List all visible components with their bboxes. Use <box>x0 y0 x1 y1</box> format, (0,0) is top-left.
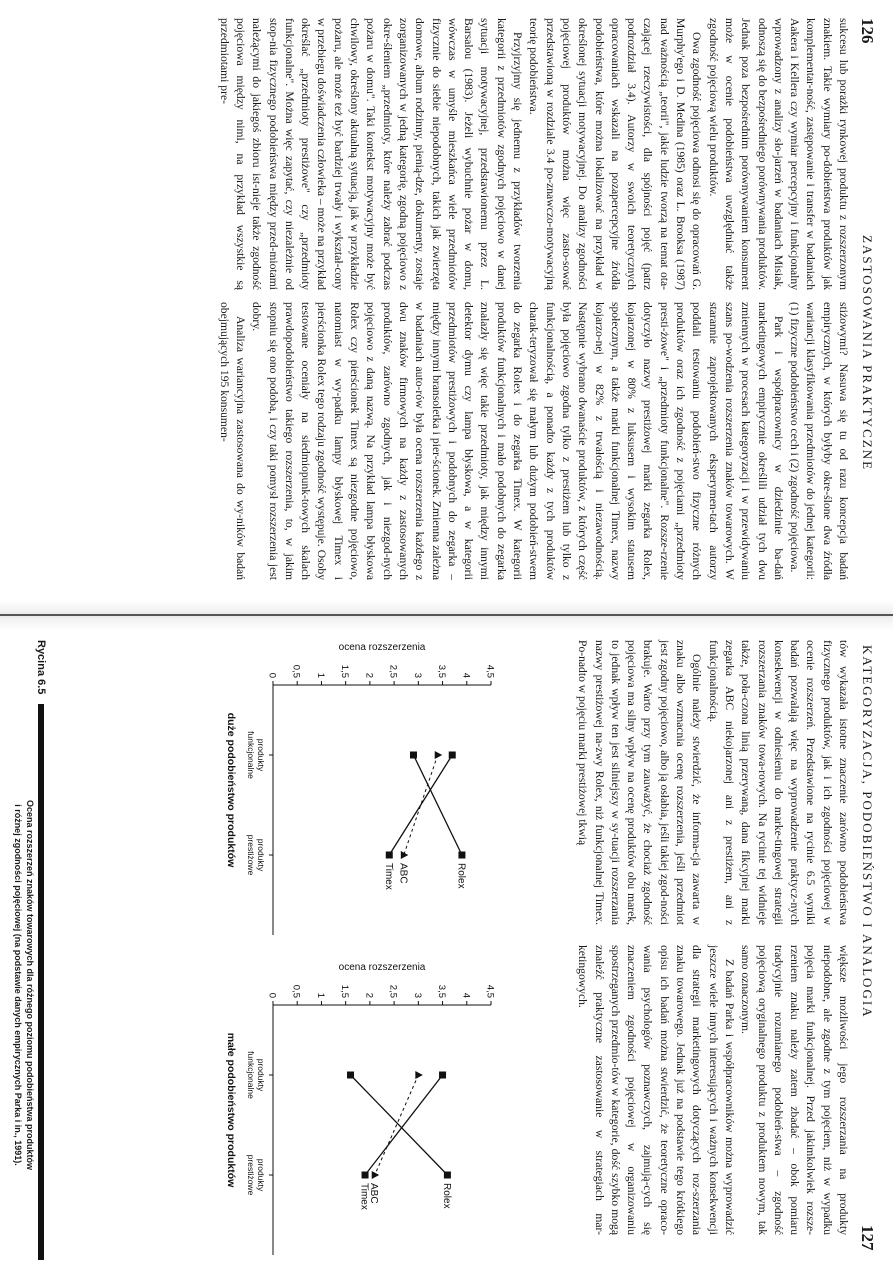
figure-caption <box>12 760 35 1210</box>
data-point-rolex <box>444 1172 451 1179</box>
data-point-abc <box>415 1071 423 1079</box>
data-point-abc <box>435 751 443 759</box>
figure-caption-line-1: Ocena rozszerzeń znaków towarowych dla różnego poziomu podobieństwa produktów <box>25 799 35 1171</box>
running-head-left: ZASTOSOWANIA PRAKTYCZNE <box>860 235 875 472</box>
y-tick-label: 2 <box>363 992 375 998</box>
y-tick-label: 2 <box>363 672 375 678</box>
x-tick-label: prestiżowe <box>246 834 256 876</box>
series-label-timex: Timex <box>358 1183 370 1210</box>
y-axis-label: ocena rozszerzenia <box>338 642 426 653</box>
x-tick-label: funkcjonalne <box>246 1051 256 1099</box>
paragraph: Analiza wariancyjna zastosowana do wy-ników badań obejmujących 195 konsumen- <box>217 302 248 580</box>
gutter-line <box>0 614 893 616</box>
running-head-right: KATEGORYZACJA, PODOBIEŃSTWO I ANALOGIA <box>860 645 875 1019</box>
data-point-rolex <box>347 1072 354 1079</box>
figure-6-5 <box>203 640 503 1260</box>
figure-caption-line-2: i różnej zgodności pojęciowej (na podstawie danych empirycznych Parka i in., 1991). <box>13 804 24 1166</box>
series-label-abc: ABC <box>368 1183 380 1204</box>
right-page-column-2 <box>574 945 851 1235</box>
paragraph: Przyjrzyjmy się jednemu z przykładów tworzenia kategorii z przedmiotów zgodnych pojęciowo w danej sytuacji motywacyjnej, przedstawionemu przez L. Barsalou (1983). Jeżeli wybuchnie pożar w domu, wówczas w umyśle mieszkańca wiele przedmiotów fizycznie do siebie niepodobnych, takich jak zwierzęta domowe, album rodzinny, pienią-dze, dokumenty, zostaje zorganizowanych w jedną kategorię, zgodną pojęciowo z okre-śleniem „przedmioty, które należy zabrać podczas pożaru w domu". Taki kontekst motywacyjny może być chwilowy, określony aktualną sytuacją, jak w przykładzie pożaru, ale może też być bardziej trwały i wykształ-cony w przebiegu doświadczenia człowieka – może na przykład określać „przedmioty prestiżowe" czy „przedmioty funkcjonalne". Można więc zapytać, czy niezależnie od stop-nia fizycznego podobieństwa między przed-miotami należącymi do jakiegoś zbioru ist-nieje także zgodność pojęciowa między nimi, na przykład wszystkie są przedmiotami pre- <box>217 18 525 291</box>
paragraph: sukcesu lub porażki rynkowej produktu z rozszerzonym znakiem. Takie wymiary po-dobieństwa produktów jak komplementar-ność, zastępowanie i transfer w badaniach Aakera i Kellera czy wymiar percepcyjny i funkcjonalny wprowadzony z analizy sło-jarzeń w badaniach Misiak, odnoszą się do bezpośredniego porównywania produktów. Jednak poza bezpośrednim porównywaniem konsument może w ocenie podobieństwa uwzględniać także zgodność pojęciową wielu produktów. <box>706 18 850 290</box>
y-tick-label: 0 <box>266 992 278 998</box>
y-tick-label: 1 <box>314 992 326 998</box>
page-number-left: 126 <box>858 18 877 44</box>
series-line-abc <box>375 1075 419 1175</box>
y-tick-label: 3 <box>411 672 423 678</box>
figure-label: Rycina 6.5 <box>35 640 47 695</box>
y-tick-label: 4,5 <box>484 664 496 678</box>
y-tick-label: 2,5 <box>387 984 399 998</box>
chart-subtitle: duże podobieństwo produktów <box>225 712 237 868</box>
figure-caption-bar <box>38 704 44 1260</box>
series-label-rolex: Rolex <box>440 1183 452 1209</box>
y-tick-label: 0 <box>266 672 278 678</box>
y-tick-label: 1,5 <box>339 984 351 998</box>
data-point-timex <box>362 1172 369 1179</box>
y-tick-label: 4 <box>460 672 472 678</box>
y-axis-label: ocena rozszerzenia <box>338 962 426 973</box>
paragraph: większe możliwości jego rozszerzania na produkty niepodobne, ale zgodne z tym pojęciem, niż w wypadku pojęcia marki funkcjonalnej. Przed jakimkolwiek rozsze-rzeniem znaku należy zatem zbadać – obok pomiaru tradycyjnie rozumianego podobień-stwa – zgodność pojęciową oryginalnego produktu z produktem nowym, tak samo oznaczonym. <box>739 945 850 1235</box>
data-point-rolex <box>458 852 465 859</box>
x-tick-label: produkty <box>256 1058 266 1092</box>
chart-subtitle: małe podobieństwo produktów <box>225 1032 237 1188</box>
x-tick-label: produkty <box>256 738 266 772</box>
data-point-timex <box>439 1072 446 1079</box>
y-tick-label: 2,5 <box>387 664 399 678</box>
data-point-rolex <box>410 752 417 759</box>
y-tick-label: 3,5 <box>436 664 448 678</box>
paragraph: Ogólnie należy stwierdzić, że informa-cja zawarta w znaku albo wzmacnia ocenę rozszerzenia, jeśli przedmiot jest zgodny pojęciowo, albo ją osłabia, jeśli takiej zgod-ności brakuje. Warto przy tym zauważyć, że chociaż zgodność pojęciowa ma silny wpływ na ocenę produktów obu marek, to jednak wpływ ten jest silniejszy w sy-tuacji rozszerzania nazwy prestiżowej na-zwy Rolex, niż funkcjonalnej Timex. Po-nadto w pojęciu marki prestiżowej tkwią <box>576 640 704 925</box>
paragraph: Park i współpracownicy w dziedzinie ba-dań marketingowych empirycznie określili udział tych dwu zmiennych w procesach kategoryzacji i w przewidywaniu szans po-wodzenia rozszerzenia znaków towarowych. W starannie zaprojektowanych eksperymen-tach autorzy poddali testowaniu podobień-stwo fizyczne różnych produktów oraz ich zgodność z pojęciami „przedmioty presti-żowe" i „przedmioty funkcjonalne". Rozsze-rzenie dotyczyło nazwy prestiżowej marki zegarka Rolex, kojarzonej w 80% z luksusem i wysokim statusem społecznym, a także marki funkcjonalnej Timex, nazwy kojarzo-nej w 82% z trwałością i niezawodnością. Następnie wybrano dwanaście produktów, z których część była pojęciowo zgodna tylko z prestiżem lub tylko z funkcjonalnością, a ponadto każdy z tych produktów charak-teryzował się małym lub dużym podobień-stwem do zegarka Rolex i do zegarka Timex. W kategorii produktów funkcjonalnych i mało podobnych do zegarka znalazły się więc takie przedmioty, jak między innymi detektor dymu czy lampa błyskowa, a w kategorii przedmiotów prestiżowych i podobnych do zegarka – między innymi bransoletka i pier-ścionek. Zmienna zależna w badaniach auto-rów była ocena rozszerzenia każdego z dwu znaków firmowych na każdy z zastosowanych produktów, zarówno zgodnych, jak i niezgod-nych pojęciowo z daną nazwą. Na przykład lampa błyskowa Rolex czy pierścionek Timex są niezgodne pojęciowo, natomiast w wy-padku lampy błyskowej Timex i pierścionka Rolex tego rodzaju zgodność występuje. Osoby testowane oceniały na siedmiopunk-towych skalach prawdopodobieństwo takiego rozszerzenia, to, w jakim stopniu się ono podoba, i czy taki pomysł rozszerzenia jest dobry. <box>250 302 785 580</box>
series-label-rolex: Rolex <box>455 863 467 889</box>
paragraph: Owa zgodność pojęciowa odnosi się do opracowań G. Murphy'ego i D. Medina (1985) oraz L. Brooksa (1987) nad ważnością „teorii", jakie ludzie tworzą na temat ota-czającej rzeczywistości, dla spójności pojęć (patrz podrozdział 3.4). Autorzy w swoich teoretycznych opracowaniach wskazali na pozapercepcyjne źródła podobieństwa, które można lokalizować na przykład w określonej sytuacji motywacyjnej. Do analizy zgodności pojęciowej produktów można więc zasto-sować przedstawioną w rozdziale 3.4 po-znawczo-motywacyjną teorię podobieństwa. <box>527 18 704 290</box>
page-number-right: 127 <box>858 1225 877 1251</box>
right-page-column-1 <box>574 640 851 925</box>
left-page-column-1 <box>215 18 851 290</box>
series-label-abc: ABC <box>397 863 409 884</box>
paragraph: Z badań Parka i współpracowników można wyprowadzić jeszcze wiele innych interesujących i ważnych konsekwencji dla strategii marketingowych dotyczących roz-szerzania znaku towarowego. Jednak już na podstawie tego krótkiego opisu ich badań można stwierdzić, że teoretyczne opraco-wania psychologów poznawczych, zajmują-cych się znaczeniem zgodności pojęciowej w organizowaniu spostrzeganych przedmio-tów w kategorie, dość szybko mogą znaleźć praktyczne zastosowanie w strategiach mar-ketingowych. <box>576 945 736 1235</box>
y-tick-label: 1 <box>314 672 326 678</box>
x-tick-label: prestiżowe <box>246 1154 256 1196</box>
data-point-timex <box>449 752 456 759</box>
y-tick-label: 1,5 <box>339 664 351 678</box>
series-label-timex: Timex <box>382 863 394 890</box>
paragraph: stiżowymi? Nasuwa się tu od razu koncepcja badań empirycznych, w których byłyby okre-ślone dwa źródła wariancji klasyfikowania przedmiotów do jednej kategorii: (1) fizyczne podobieństwo cech i (2) zgodność pojęciowa. <box>788 302 850 580</box>
x-tick-label: produkty <box>256 838 266 872</box>
series-line-rolex <box>351 1075 448 1175</box>
series-line-timex <box>365 1075 443 1175</box>
paragraph: tów wykazała istotne znaczenie zarówno podobieństwa fizycznego produktów, jak i ich zgodności pojęciowej w ocenie rozszerzeń. Przedstawione na rycinie 6.5 wyniki badań pozwalają więc na wyprowadzenie praktycz-nych konsekwencji w odniesieniu do marke-tingowej strategii rozszerzania znaków towa-rowych. Na rycinie tej widnieje także, poła-czona linią przerywaną, dana fikcyjnej marki zegarka ABC niekojarzonej ani z prestiżem, ani z funkcjonalnością. <box>706 640 850 925</box>
left-page-column-2 <box>215 302 851 580</box>
y-tick-label: 3,5 <box>436 984 448 998</box>
y-tick-label: 4 <box>460 992 472 998</box>
data-point-abc <box>372 1171 380 1179</box>
y-tick-label: 3 <box>411 992 423 998</box>
y-tick-label: 0,5 <box>290 664 302 678</box>
x-tick-label: funkcjonalne <box>246 731 256 779</box>
y-tick-label: 0,5 <box>290 984 302 998</box>
data-point-timex <box>386 852 393 859</box>
x-tick-label: produkty <box>256 1158 266 1192</box>
y-tick-label: 4,5 <box>484 984 496 998</box>
